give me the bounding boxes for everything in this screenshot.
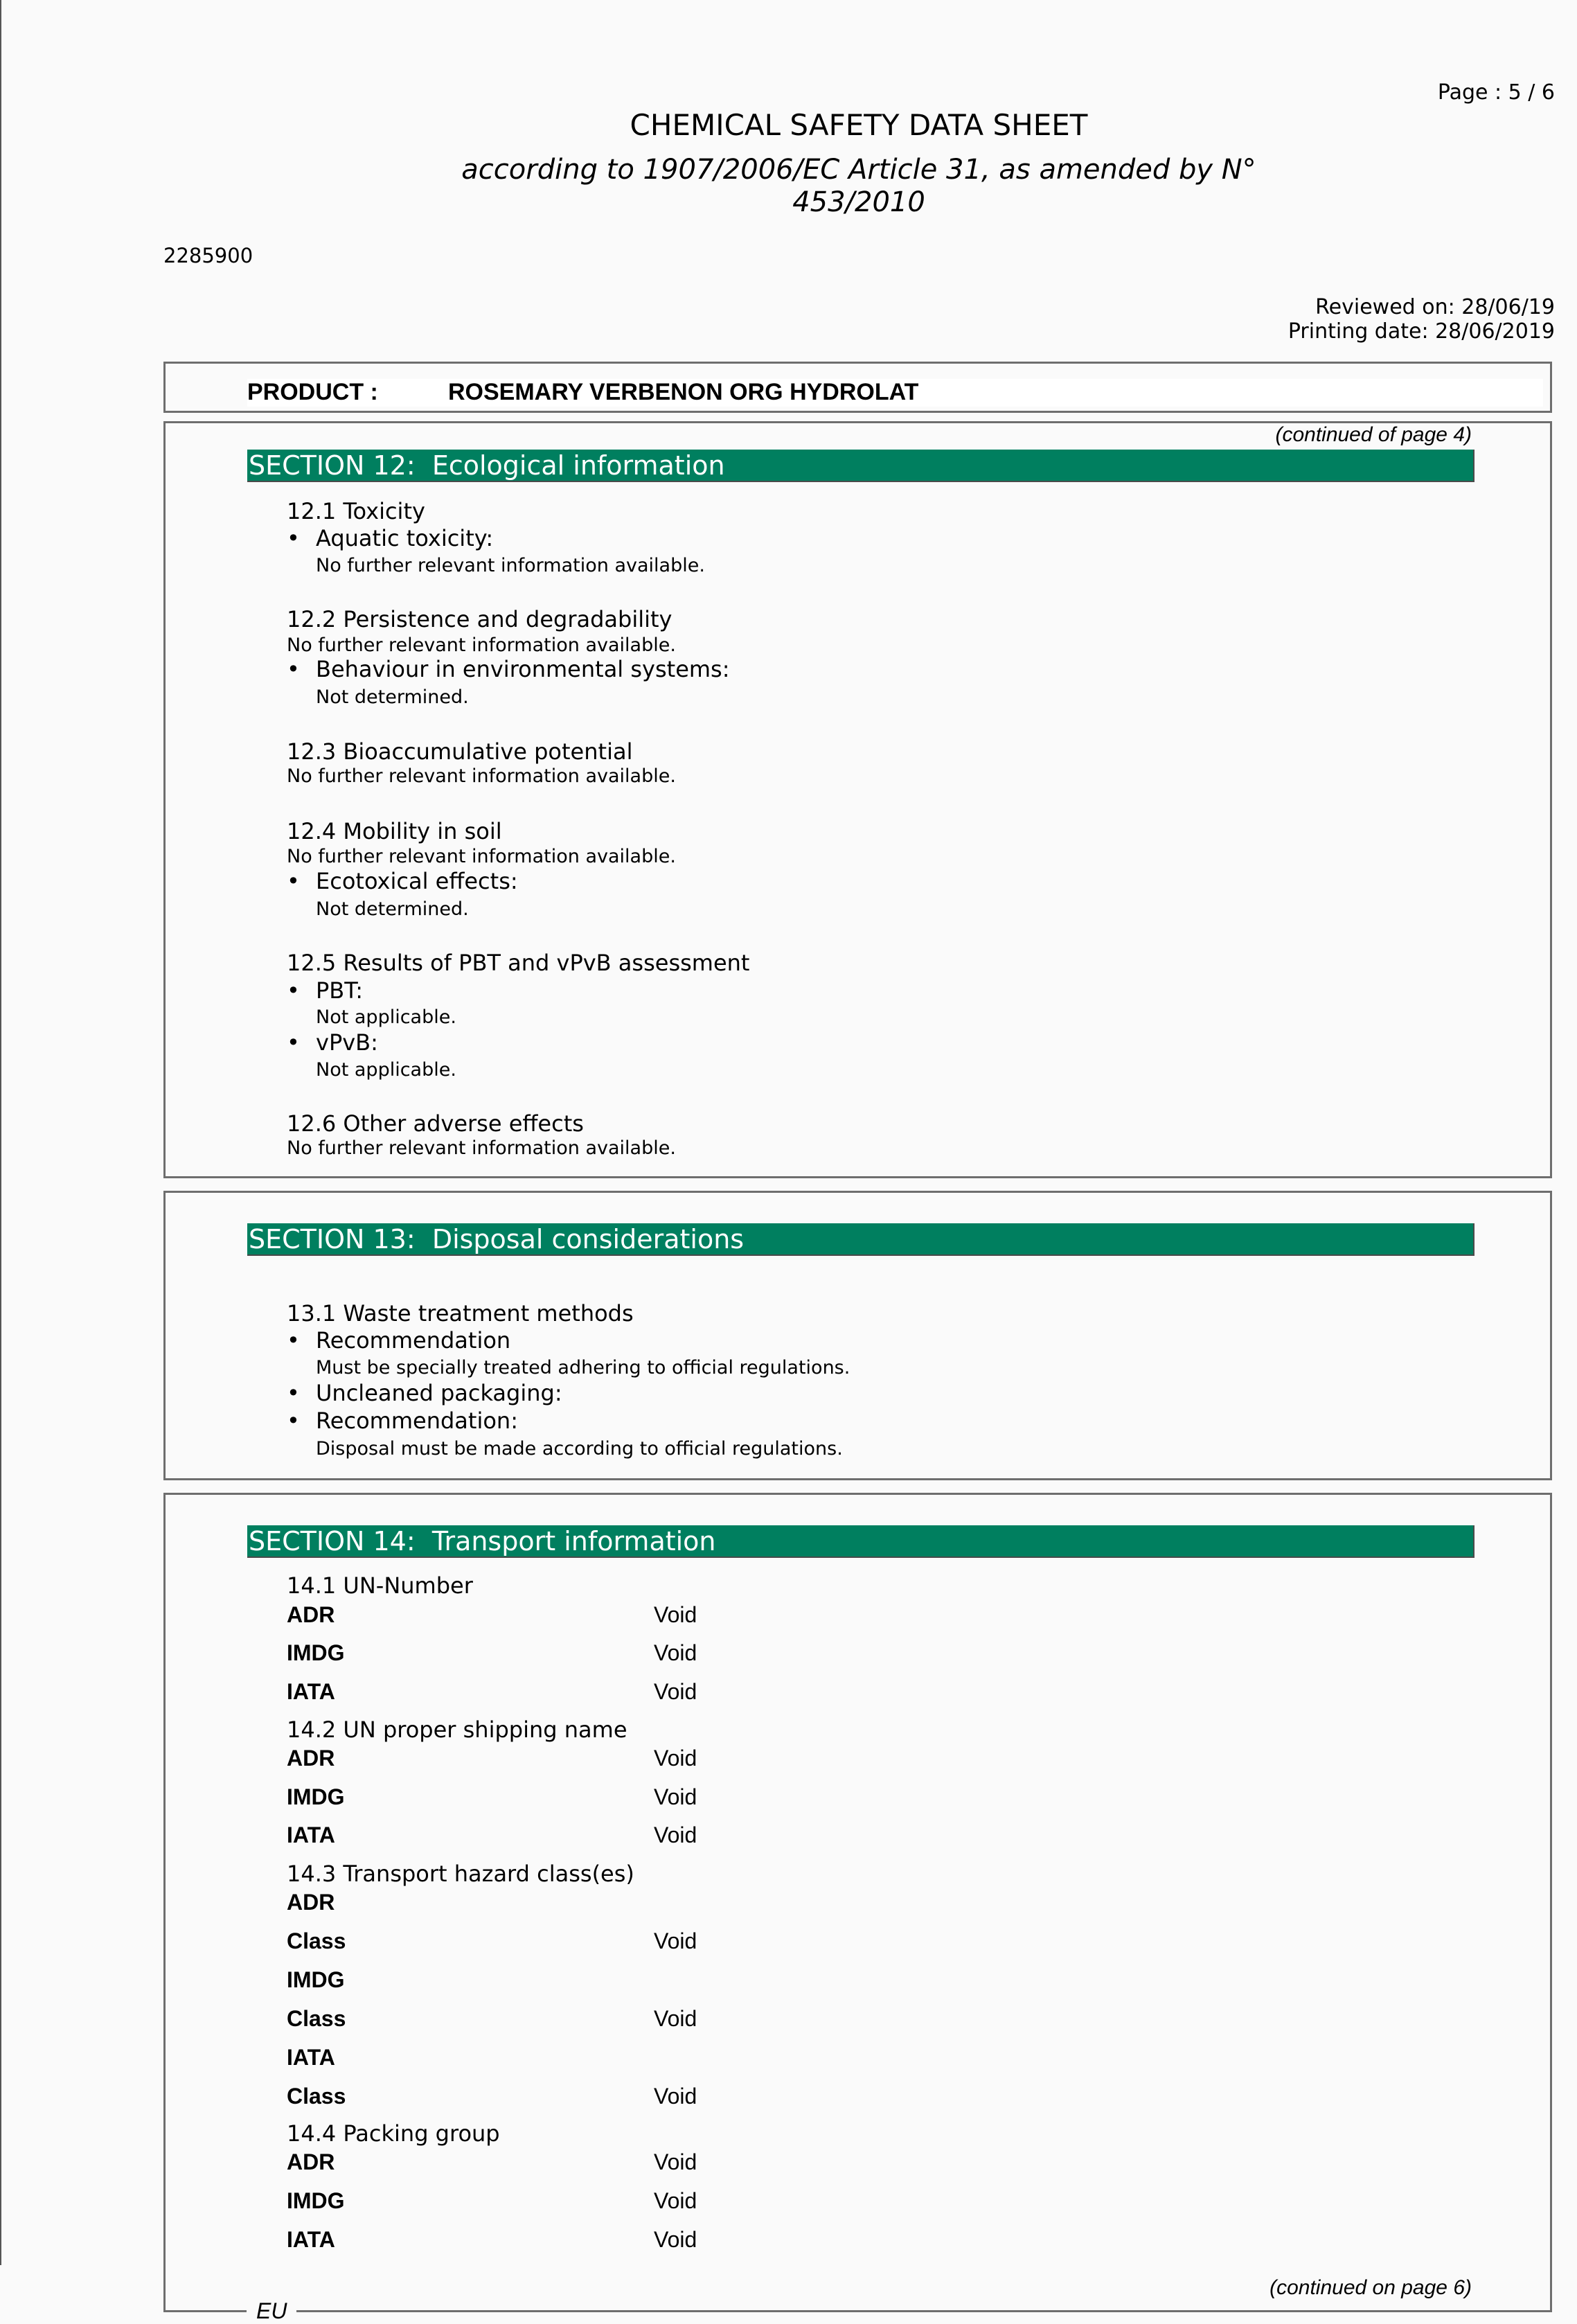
bullet-item: • vPvB: — [287, 1029, 378, 1056]
bullet-item: • PBT: — [287, 977, 364, 1004]
document-id: 2285900 — [163, 244, 253, 267]
bullet-text: Not determined. — [316, 898, 469, 920]
bullet-text: No further relevant information available. — [316, 555, 705, 576]
subsection-14-2-title: 14.2 UN proper shipping name — [287, 1717, 627, 1743]
transport-value: Void — [654, 2188, 697, 2213]
product-box — [163, 362, 1552, 413]
transport-value: Void — [654, 1746, 697, 1771]
transport-label: ADR — [287, 1602, 335, 1627]
transport-value: Void — [654, 1822, 697, 1847]
transport-value: Void — [654, 1602, 697, 1627]
bullet-icon: • — [287, 977, 300, 1004]
bullet-item: • Behaviour in environmental systems: — [287, 656, 730, 682]
printing-date: Printing date: 28/06/2019 — [1288, 319, 1555, 344]
transport-label: IATA — [287, 2045, 335, 2070]
subsection-12-3-title: 12.3 Bioaccumulative potential — [287, 738, 633, 765]
bullet-item: • Ecotoxical effects: — [287, 868, 518, 894]
subsection-12-6-title: 12.6 Other adverse effects — [287, 1110, 584, 1137]
bullet-item: • Aquatic toxicity: — [287, 525, 494, 551]
transport-label: ADR — [287, 2149, 335, 2174]
transport-label: Class — [287, 2084, 346, 2109]
bullet-text: Disposal must be made according to official regulations. — [316, 1438, 843, 1460]
bullet-item: • Recommendation — [287, 1327, 511, 1354]
transport-label: IMDG — [287, 2188, 345, 2213]
bullet-icon: • — [287, 525, 300, 551]
transport-value: Void — [654, 2084, 697, 2109]
subsection-14-1-title: 14.1 UN-Number — [287, 1572, 473, 1599]
document-subtitle — [0, 154, 1577, 219]
transport-label: IMDG — [287, 1967, 345, 1992]
transport-label: Class — [287, 1928, 346, 1953]
subsection-12-5-title: 12.5 Results of PBT and vPvB assessment — [287, 950, 750, 976]
bullet-text: Not applicable. — [316, 1006, 456, 1028]
document-dates — [1288, 295, 1555, 344]
transport-label: IATA — [287, 1679, 335, 1704]
bullet-item: • Uncleaned packaging: — [287, 1380, 562, 1406]
transport-value: Void — [654, 1928, 697, 1953]
subsection-12-4-title: 12.4 Mobility in soil — [287, 818, 502, 844]
bullet-text: Not applicable. — [316, 1059, 456, 1081]
transport-label: Class — [287, 2006, 346, 2031]
transport-value: Void — [654, 2227, 697, 2252]
transport-label: IMDG — [287, 1640, 345, 1665]
bullet-text: Must be specially treated adhering to official regulations. — [316, 1357, 850, 1378]
subsection-13-1-title: 13.1 Waste treatment methods — [287, 1300, 634, 1327]
subsection-text: No further relevant information available. — [287, 635, 676, 656]
subtitle-line-2: 453/2010 — [792, 186, 925, 218]
transport-label: IATA — [287, 2227, 335, 2252]
continued-note: (continued of page 4) — [1275, 423, 1472, 446]
transport-value: Void — [654, 1640, 697, 1665]
page-left-rule — [0, 0, 1, 2265]
bullet-text: Not determined. — [316, 686, 469, 708]
bullet-icon: • — [287, 868, 300, 894]
bullet-icon: • — [287, 656, 300, 682]
section-12-header: SECTION 12: Ecological information — [247, 450, 1474, 482]
section-13-box — [163, 1191, 1552, 1480]
product-label: PRODUCT : — [247, 379, 378, 405]
subsection-text: No further relevant information available. — [287, 765, 676, 787]
reviewed-on: Reviewed on: 28/06/19 — [1315, 295, 1555, 319]
transport-label: IMDG — [287, 1784, 345, 1809]
continued-note: (continued on page 6) — [1269, 2276, 1472, 2299]
section-12-box — [163, 421, 1552, 1178]
subsection-text: No further relevant information available. — [287, 846, 676, 867]
transport-label: ADR — [287, 1746, 335, 1771]
transport-value: Void — [654, 2149, 697, 2174]
transport-label: ADR — [287, 1890, 335, 1915]
subsection-12-1-title: 12.1 Toxicity — [287, 498, 425, 524]
transport-value: Void — [654, 1679, 697, 1704]
bullet-icon: • — [287, 1327, 300, 1354]
section-14-header: SECTION 14: Transport information — [247, 1525, 1474, 1558]
region-tag: EU — [247, 2298, 296, 2324]
subsection-text: No further relevant information available. — [287, 1137, 676, 1159]
bullet-icon: • — [287, 1380, 300, 1406]
section-13-header: SECTION 13: Disposal considerations — [247, 1223, 1474, 1256]
subtitle-line-1: according to 1907/2006/EC Article 31, as amended by N° — [461, 154, 1256, 186]
subsection-14-4-title: 14.4 Packing group — [287, 2120, 500, 2147]
subsection-14-3-title: 14.3 Transport hazard class(es) — [287, 1861, 634, 1887]
bullet-icon: • — [287, 1029, 300, 1056]
bullet-item: • Recommendation: — [287, 1408, 518, 1434]
bullet-icon: • — [287, 1408, 300, 1434]
transport-value: Void — [654, 1784, 697, 1809]
transport-value: Void — [654, 2006, 697, 2031]
page-number: Page : 5 / 6 — [1437, 80, 1555, 105]
section-14-box — [163, 1493, 1552, 2312]
subsection-12-2-title: 12.2 Persistence and degradability — [287, 606, 672, 632]
product-name: ROSEMARY VERBENON ORG HYDROLAT — [448, 379, 919, 405]
document-title: CHEMICAL SAFETY DATA SHEET — [630, 108, 1088, 142]
transport-label: IATA — [287, 1822, 335, 1847]
